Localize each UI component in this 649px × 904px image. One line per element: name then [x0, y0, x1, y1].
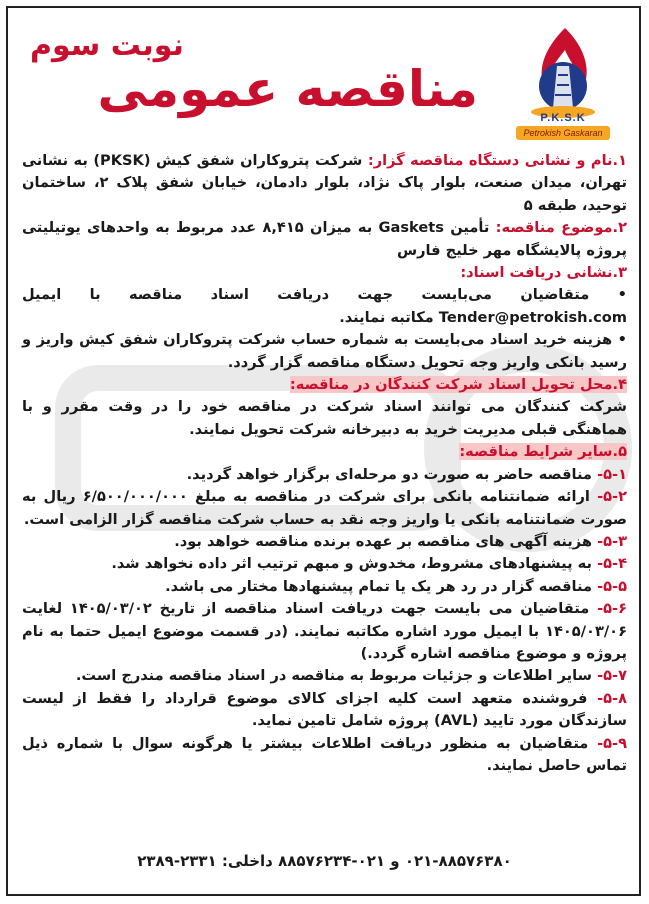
condition-text: هزینه آگهی های مناقصه بر عهده برنده مناقصه خواهد بود. [174, 532, 598, 550]
condition-number: ۵-۳- [597, 532, 627, 550]
condition-number: ۵-۱- [597, 465, 627, 483]
notice-header [8, 8, 639, 148]
logo-text: P.K.S.K [540, 112, 586, 124]
condition-text: مناقصه حاضر به صورت دو مرحله‌ای برگزار خواهد گردید. [186, 465, 598, 483]
contact-phones: ۰۲۱-۸۸۵۷۶۳۸۰ و ۰۲۱-۸۸۵۷۶۲۳۴ داخلی: ۲۳۳۱-۲۳۸۹ [137, 852, 512, 870]
condition-number: ۵-۷- [597, 667, 627, 685]
section-organizer-heading: ۱.نام و نشانی دستگاه مناقصه گزار: [367, 152, 627, 169]
section-documents [22, 262, 627, 284]
logo-subtext: Petrokish Gaskaran [516, 126, 610, 140]
section-organizer [22, 150, 627, 217]
notice-title: مناقصه عمومی [97, 60, 478, 118]
condition-item [22, 486, 627, 531]
condition-text: متقاضیان می بایست جهت دریافت اسناد مناقصه از تاریخ ۱۴۰۵/۰۳/۰۲ لغایت ۱۴۰۵/۰۳/۰۶ با ایمیل مورد اشاره مکاتبه نمایند. (در قسمت موضوع ایمیل حتما به نام پروژه و موضوع مناقصه اشاره گردد.) [22, 600, 627, 662]
notice-body [22, 150, 627, 777]
condition-item [22, 598, 627, 665]
condition-item [22, 665, 627, 687]
section-conditions-heading: ۵.سایر شرایط مناقصه: [459, 443, 627, 461]
condition-number: ۵-۹- [597, 734, 627, 752]
condition-text: متقاضیان به منظور دریافت اطلاعات بیشتر یا هرگونه سوال با شماره ذیل تماس حاصل نمایند. [22, 734, 627, 774]
condition-number: ۵-۴- [597, 555, 627, 573]
condition-item [22, 464, 627, 486]
condition-number: ۵-۶- [597, 600, 627, 618]
condition-text: به پیشنهادهای مشروط، مخدوش و مبهم ترتیب اثر داده نخواهد شد. [111, 555, 598, 573]
condition-text: سایر اطلاعات و جزئیات مربوط به مناقصه در اسناد مناقصه مندرج است. [75, 667, 598, 685]
section-documents-heading: ۳.نشانی دریافت اسناد: [460, 264, 627, 282]
notice-frame [6, 6, 641, 896]
section-delivery-heading: ۴.محل تحویل اسناد شرکت کنندگان در مناقصه: [289, 376, 627, 394]
section-conditions [22, 441, 627, 463]
condition-text: ارائه ضمانتنامه بانکی برای شرکت در مناقصه به مبلغ ۶/۵۰۰/۰۰۰/۰۰۰ ریال به صورت ضمانتنامه بانکی یا واریز وجه نقد به حساب شرکت مناقصه گزار الزامی است. [22, 488, 627, 528]
section-organizer-text: شرکت پتروکاران شفق کیش (PKSK) به نشانی تهران، میدان صنعت، بلوار پاک نژاد، بلوار دادمان، خیابان شفق پلاک ۲، ساختمان توحید، طبقه ۵ [22, 152, 627, 214]
condition-number: ۵-۲- [597, 488, 627, 506]
section-subject-text: تأمین Gaskets به میزان ۸,۴۱۵ عدد مربوط به واحدهای یوتیلیتی پروژه پالایشگاه مهر خلیج فارس [22, 219, 627, 259]
section-delivery-text: شرکت کنندگان می توانند اسناد شرکت در مناقصه خود را در وقت مقرر و با هماهنگی قبلی مدیریت خرید به دبیرخانه شرکت تحویل نمایند. [22, 398, 627, 438]
condition-item [22, 733, 627, 778]
round-label: نوبت سوم [30, 28, 184, 63]
condition-text: مناقصه گزار در رد هر یک یا تمام پیشنهادها مختار می باشد. [165, 577, 598, 595]
condition-item [22, 688, 627, 733]
section-delivery [22, 374, 627, 396]
condition-item [22, 553, 627, 575]
condition-number: ۵-۵- [597, 577, 627, 595]
condition-number: ۵-۸- [597, 689, 627, 707]
documents-bullet: • هزینه خرید اسناد می‌بایست به شماره حساب شرکت پتروکاران شفق کیش واریز و رسید بانکی واریز وجه تحویل دستگاه مناقصه گزار گردد. [22, 329, 627, 374]
documents-bullet: • متقاضیان می‌بایست جهت دریافت اسناد مناقصه با ایمیل Tender@petrokish.com مکاتبه نمایند. [22, 284, 627, 329]
condition-text: فروشنده متعهد است کلیه اجزای کالای موضوع قرارداد را فقط از لیست سازندگان مورد تایید (AVL) پروژه شامل تامین نماید. [22, 689, 627, 730]
condition-item [22, 576, 627, 598]
condition-item [22, 531, 627, 553]
section-subject [22, 217, 627, 262]
section-subject-heading: ۲.موضوع مناقصه: [495, 219, 627, 237]
